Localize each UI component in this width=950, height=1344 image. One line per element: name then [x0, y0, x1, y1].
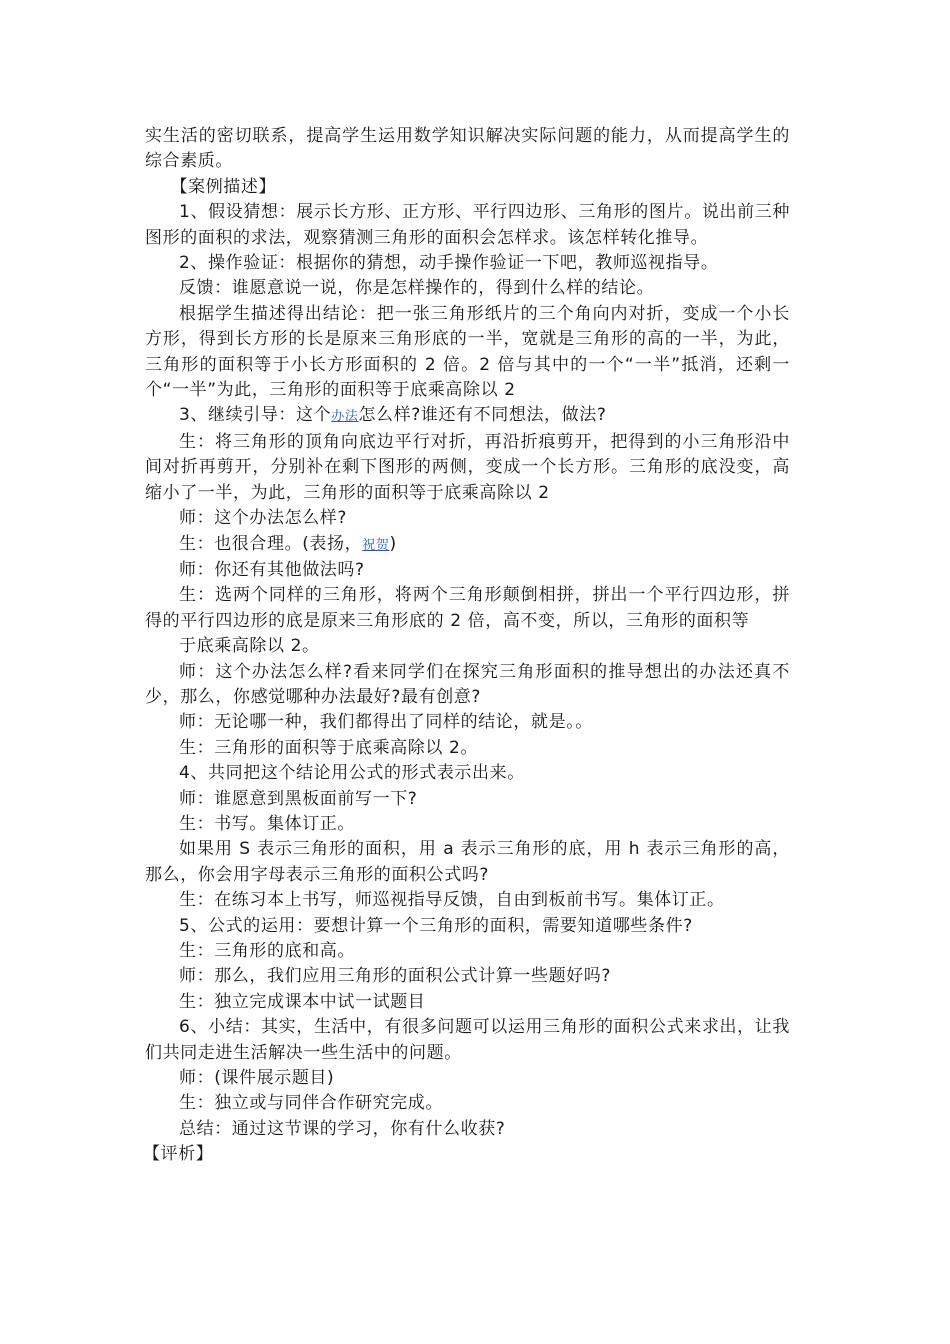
paragraph: 师：(课件展示题目)	[179, 1068, 335, 1089]
paragraph: 师：谁愿意到黑板面前写一下?	[179, 788, 418, 809]
paragraph: 生：书写。集体订正。	[179, 813, 355, 834]
text-span: 3、继续引导：这个	[179, 405, 332, 426]
paragraph: 生：三角形的底和高。	[179, 941, 355, 961]
method-link[interactable]: 办法	[331, 409, 359, 425]
paragraph: 生：三角形的面积等于底乘高除以 2。	[179, 737, 479, 758]
paragraph: 师：那么，我们应用三角形的面积公式计算一些题好吗?	[179, 966, 612, 987]
paragraph: 生：选两个同样的三角形，将两个三角形颠倒相拼，拼出一个平行四边形，拼得的平行四边形的底是原来三角形底的 2 倍，高不变，所以，三角形的面积等	[145, 585, 790, 631]
paragraph: 师：你还有其他做法吗?	[179, 559, 365, 580]
text-span: 怎么样?谁还有不同想法，做法?	[358, 405, 607, 426]
paragraph: 师：无论哪一种，我们都得出了同样的结论，就是。。	[179, 712, 593, 733]
paragraph: 师：这个办法怎么样?	[179, 508, 348, 529]
paragraph: 师：这个办法怎么样?看来同学们在探究三角形面积的推导想出的办法还真不少，那么，你感觉哪种办法最好?最有创意?	[145, 661, 790, 707]
paragraph: 2、操作验证：根据你的猜想，动手操作验证一下吧，教师巡视指导。	[179, 253, 719, 274]
paragraph: 实生活的密切联系，提高学生运用数学知识解决实际问题的能力，从而提高学生的综合素质。	[145, 126, 790, 172]
paragraph: 4、共同把这个结论用公式的形式表示出来。	[179, 763, 525, 784]
paragraph: 如果用 S 表示三角形的面积，用 a 表示三角形的底，用 h 表示三角形的高，那么，你会用字母表示三角形的面积公式吗?	[145, 839, 790, 885]
congrats-link[interactable]: 祝贺	[362, 537, 390, 553]
text-span: 生：也很合理。(表扬，	[179, 533, 363, 554]
paragraph: 生：将三角形的顶角向底边平行对折，再沿折痕剪开，把得到的小三角形沿中间对折再剪开，分别补在剩下图形的两侧，变成一个长方形。三角形的底没变，高缩小了一半，为此，三角形的面积等于底乘高除以 2	[145, 431, 790, 503]
section-heading-analysis: 【评析】	[143, 1144, 214, 1165]
paragraph: 5、公式的运用：要想计算一个三角形的面积，需要知道哪些条件?	[179, 915, 693, 936]
document-body	[145, 124, 790, 1168]
paragraph-praise	[145, 532, 790, 558]
paragraph: 生：独立或与同伴合作研究完成。	[179, 1093, 443, 1114]
paragraph: 生：在练习本上书写，师巡视指导反馈，自由到板前书写。集体订正。	[179, 890, 725, 911]
paragraph: 总结：通过这节课的学习，你有什么收获?	[179, 1118, 506, 1139]
paragraph: 于底乘高除以 2。	[179, 636, 320, 657]
paragraph: 生：独立完成课本中试一试题目	[179, 991, 426, 1012]
text-span: )	[389, 533, 397, 554]
paragraph: 1、假设猜想：展示长方形、正方形、平行四边形、三角形的图片。说出前三种图形的面积的求法，观察猜测三角形的面积会怎样求。该怎样转化推导。	[145, 202, 790, 248]
paragraph: 反馈：谁愿意说一说，你是怎样操作的，得到什么样的结论。	[179, 278, 655, 299]
paragraph: 根据学生描述得出结论：把一张三角形纸片的三个角向内对折，变成一个小长方形，得到长方形的长是原来三角形底的一半，宽就是三角形的高的一半，为此，三角形的面积等于小长方形面积的 2 倍。2 倍与其中的一个“一半”抵消，还剩一个“一半”为此，三角形的面积等于底乘高除以 2	[145, 303, 790, 401]
paragraph-guide	[145, 403, 790, 429]
paragraph: 6、小结：其实，生活中，有很多问题可以运用三角形的面积公式来求出，让我们共同走进生活解决一些生活中的问题。	[145, 1017, 790, 1063]
section-heading-case-description: 【案例描述】	[170, 176, 277, 197]
